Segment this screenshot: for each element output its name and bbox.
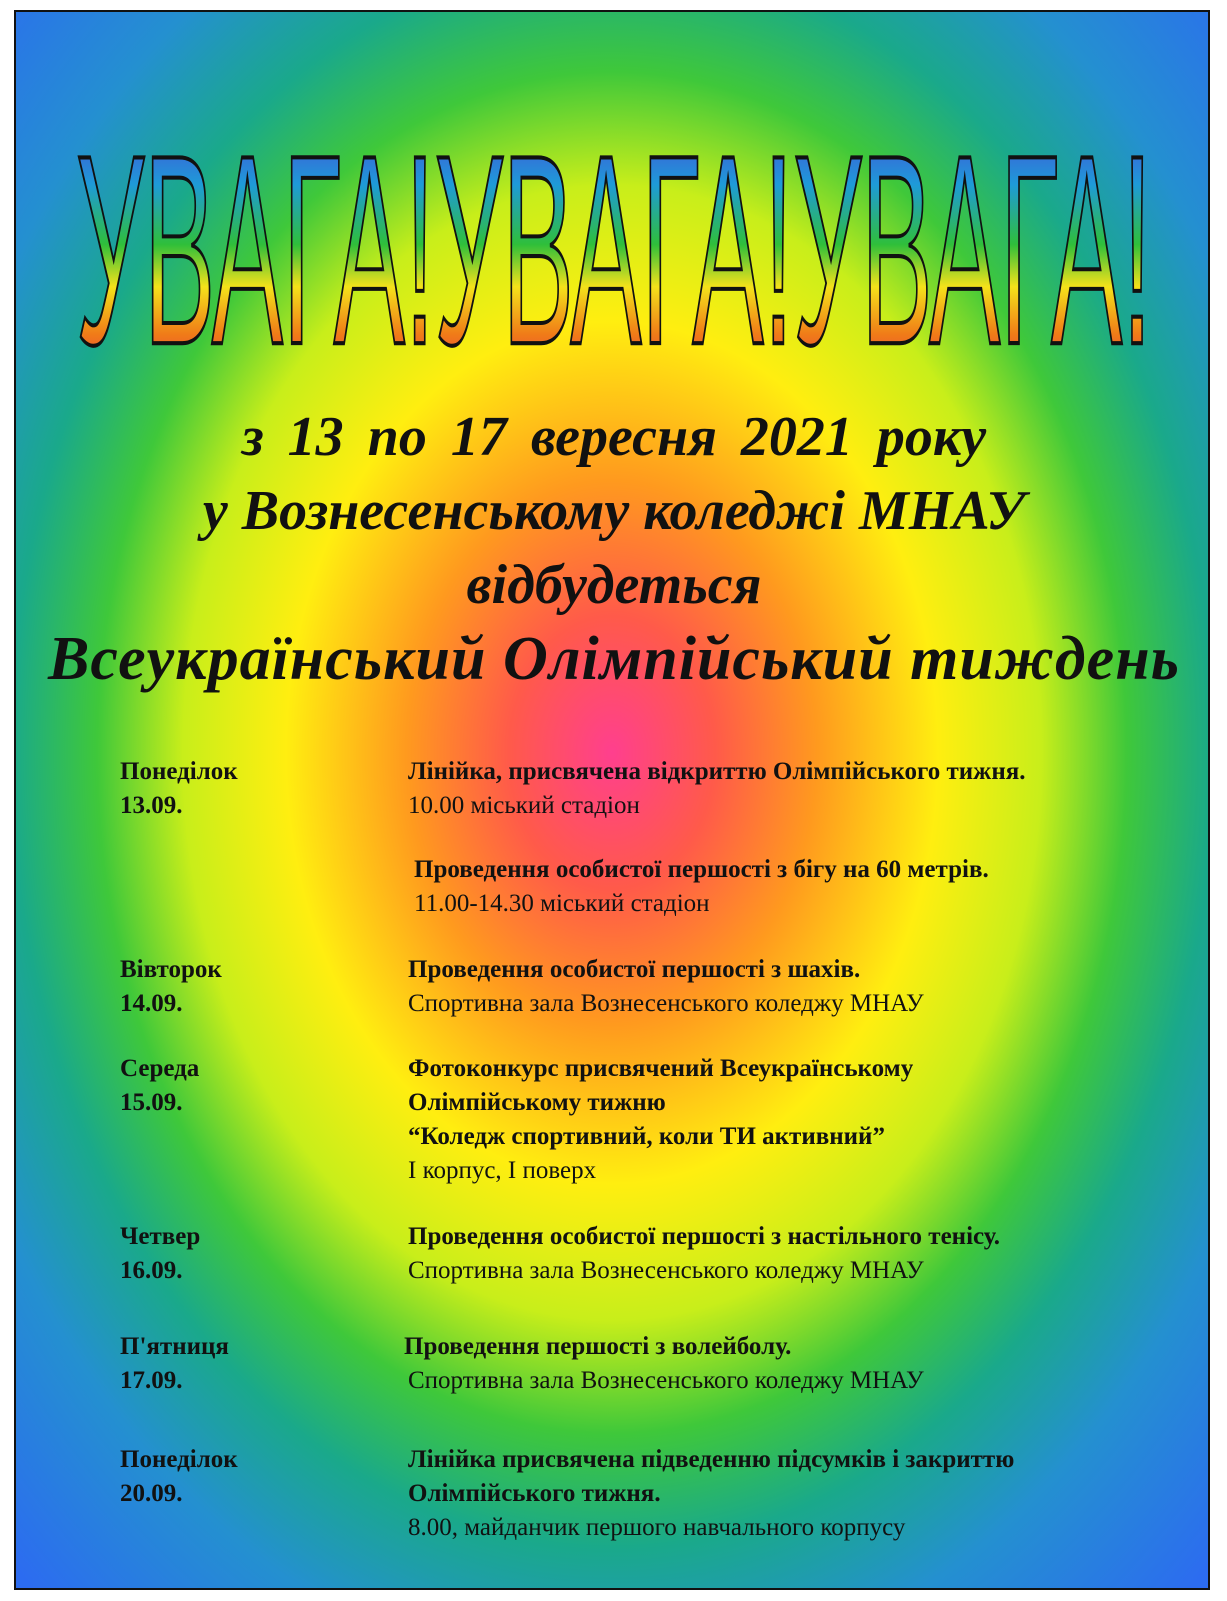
headline-text: УВАГА!УВАГА!УВАГА! — [75, 100, 1153, 392]
schedule-description — [408, 953, 1198, 1021]
schedule-description — [408, 1052, 1198, 1188]
schedule-description — [414, 853, 1204, 921]
schedule-description — [408, 1220, 1198, 1288]
schedule-title-line: Лінійка, присвячена відкриттю Олімпійського тижня. — [408, 758, 1026, 785]
schedule-description — [408, 1443, 1198, 1545]
schedule-date: 15.09. — [120, 1089, 183, 1116]
schedule-title-line: Олімпійського тижня. — [408, 1480, 661, 1507]
schedule-title-line: Проведення особистої першості з шахів. — [408, 956, 861, 983]
schedule-day — [120, 953, 360, 1021]
schedule-day-name: Вівторок — [120, 956, 222, 983]
schedule-date: 13.09. — [120, 792, 183, 819]
schedule-description — [404, 1330, 1194, 1398]
schedule-note-line: 11.00-14.30 міський стадіон — [414, 890, 710, 917]
schedule-day — [120, 755, 360, 823]
schedule-day-name: Четвер — [120, 1223, 201, 1250]
intro-event: Всеукраїнський Олімпійський тиждень — [48, 625, 1180, 693]
schedule-day-name: Середа — [120, 1055, 200, 1082]
intro-verb: відбудеться — [466, 554, 762, 616]
schedule-date: 20.09. — [120, 1480, 183, 1507]
schedule-note-line: І корпус, І поверх — [408, 1157, 597, 1184]
schedule-date: 16.09. — [120, 1257, 183, 1284]
schedule-title-line: Олімпійському тижню — [408, 1089, 666, 1116]
headline-word-art — [16, 12, 1210, 392]
schedule-description — [408, 755, 1198, 823]
schedule-day — [120, 1220, 360, 1288]
schedule-day — [120, 1052, 360, 1120]
schedule-title-line: “Коледж спортивний, коли ТИ активний” — [408, 1123, 885, 1150]
schedule-day — [120, 1330, 360, 1398]
schedule-title-line: Проведення особистої першості з бігу на 60 метрів. — [414, 856, 989, 883]
schedule-note-line: Спортивна зала Вознесенського коледжу МНАУ — [408, 990, 924, 1017]
schedule-day-name: Понеділок — [120, 1446, 238, 1473]
schedule-date: 14.09. — [120, 990, 183, 1017]
schedule-note-line: Спортивна зала Вознесенського коледжу МНАУ — [408, 1367, 924, 1394]
intro-block — [16, 400, 1210, 696]
schedule-note-line: Спортивна зала Вознесенського коледжу МНАУ — [408, 1257, 924, 1284]
schedule-title-line: Проведення першості з волейболу. — [404, 1333, 792, 1360]
schedule-title-line: Проведення особистої першості з настільного тенісу. — [408, 1223, 1001, 1250]
schedule-day — [120, 1443, 360, 1511]
schedule-day-name: П'ятниця — [120, 1333, 229, 1360]
schedule-date: 17.09. — [120, 1367, 183, 1394]
intro-place: у Вознесенському коледжі МНАУ — [202, 480, 1026, 542]
schedule-title-line: Фотоконкурс присвячений Всеукраїнському — [408, 1055, 914, 1082]
schedule-title-line: Лінійка присвячена підведенню підсумків і закриттю — [408, 1446, 1015, 1473]
schedule-note-line: 10.00 міський стадіон — [408, 792, 640, 819]
poster — [14, 10, 1210, 1590]
intro-dates: з 13 по 17 вересня 2021 року — [241, 406, 987, 468]
schedule-note-line: 8.00, майданчик першого навчального корпусу — [408, 1514, 906, 1541]
schedule-day-name: Понеділок — [120, 758, 238, 785]
